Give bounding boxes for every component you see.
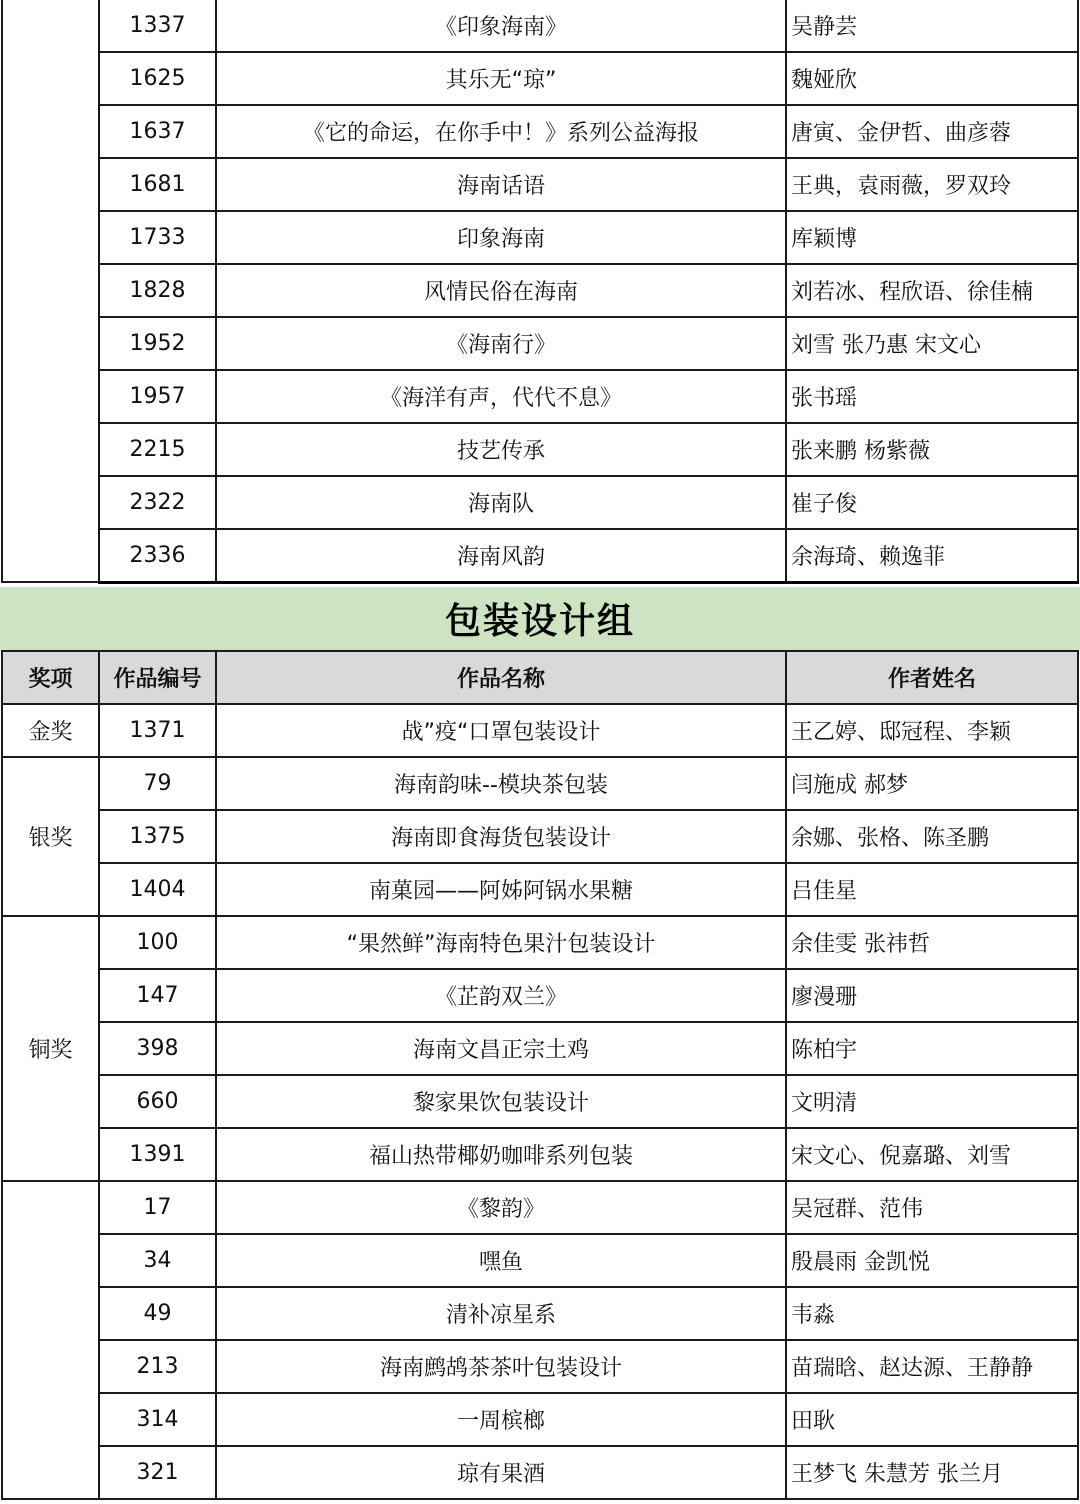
author-cell: 文明清: [786, 1075, 1078, 1128]
work-id-cell: 79: [99, 757, 216, 810]
work-title-cell: 风情民俗在海南: [216, 264, 786, 317]
work-id-cell: 660: [99, 1075, 216, 1128]
work-title-cell: 《海洋有声，代代不息》: [216, 370, 786, 423]
award-cell: 银奖: [2, 757, 99, 916]
table-row: [2, 105, 1078, 158]
author-cell: 崔子俊: [786, 476, 1078, 529]
author-cell: 闫施成 郝梦: [786, 757, 1078, 810]
award-cell: 金奖: [2, 704, 99, 757]
table-row: [2, 1446, 1078, 1499]
work-title-cell: 技艺传承: [216, 423, 786, 476]
work-id-cell: 1952: [99, 317, 216, 370]
award-cell: 铜奖: [2, 916, 99, 1181]
author-cell: 刘雪 张乃惠 宋文心: [786, 317, 1078, 370]
packaging-group-rows: [2, 704, 1078, 1499]
author-cell: 吴冠群、范伟: [786, 1181, 1078, 1234]
work-title-cell: 清补凉星系: [216, 1287, 786, 1340]
work-id-cell: 1957: [99, 370, 216, 423]
author-cell: 王乙婷、邸冠程、李颖: [786, 704, 1078, 757]
author-cell: 张来鹏 杨紫薇: [786, 423, 1078, 476]
work-title-cell: 黎家果饮包装设计: [216, 1075, 786, 1128]
author-cell: 吕佳星: [786, 863, 1078, 916]
table-row: [2, 529, 1078, 582]
work-title-cell: 印象海南: [216, 211, 786, 264]
table-row: [2, 0, 1078, 52]
work-title-cell: 海南话语: [216, 158, 786, 211]
author-cell: 刘若冰、程欣语、徐佳楠: [786, 264, 1078, 317]
work-id-cell: 1681: [99, 158, 216, 211]
work-id-cell: 321: [99, 1446, 216, 1499]
award-cell: [2, 1181, 99, 1499]
work-title-cell: 海南风韵: [216, 529, 786, 582]
work-id-cell: 1637: [99, 105, 216, 158]
table-row: [2, 423, 1078, 476]
table-row: [2, 1234, 1078, 1287]
author-cell: 宋文心、倪嘉璐、刘雪: [786, 1128, 1078, 1181]
work-id-cell: 100: [99, 916, 216, 969]
work-id-cell: 213: [99, 1340, 216, 1393]
table-row: [2, 264, 1078, 317]
award-cell: [2, 0, 99, 582]
work-title-cell: 其乐无“琼”: [216, 52, 786, 105]
work-id-cell: 1337: [99, 0, 216, 52]
work-id-cell: 17: [99, 1181, 216, 1234]
table-row: [2, 1181, 1078, 1234]
table-row: [2, 1022, 1078, 1075]
table-row: [2, 1340, 1078, 1393]
work-id-cell: 1391: [99, 1128, 216, 1181]
work-title-cell: “果然鲜”海南特色果汁包装设计: [216, 916, 786, 969]
work-title-cell: 海南即食海货包装设计: [216, 810, 786, 863]
author-cell: 魏娅欣: [786, 52, 1078, 105]
table-row: [2, 1287, 1078, 1340]
work-title-cell: 嘿鱼: [216, 1234, 786, 1287]
author-cell: 余佳雯 张祎哲: [786, 916, 1078, 969]
header-award: 奖项: [2, 651, 99, 704]
author-cell: 陈柏宇: [786, 1022, 1078, 1075]
header-author: 作者姓名: [786, 651, 1078, 704]
work-id-cell: 1404: [99, 863, 216, 916]
work-id-cell: 1733: [99, 211, 216, 264]
work-title-cell: 南菓园——阿姊阿锅水果糖: [216, 863, 786, 916]
work-id-cell: 2322: [99, 476, 216, 529]
work-id-cell: 1371: [99, 704, 216, 757]
author-cell: 余海琦、赖逸菲: [786, 529, 1078, 582]
author-cell: 张书瑶: [786, 370, 1078, 423]
table-row: [2, 317, 1078, 370]
work-id-cell: 49: [99, 1287, 216, 1340]
packaging-group-table: [1, 650, 1079, 1500]
section-title: 包装设计组: [444, 601, 635, 642]
work-title-cell: 《芷韵双兰》: [216, 969, 786, 1022]
author-cell: 苗瑞晗、赵达源、王静静: [786, 1340, 1078, 1393]
table-row: [2, 476, 1078, 529]
work-title-cell: 战”疫“口罩包装设计: [216, 704, 786, 757]
table-row: [2, 969, 1078, 1022]
work-title-cell: 琼有果酒: [216, 1446, 786, 1499]
table-row: [2, 211, 1078, 264]
work-id-cell: 1828: [99, 264, 216, 317]
work-id-cell: 2336: [99, 529, 216, 582]
work-title-cell: 海南鹧鸪茶茶叶包装设计: [216, 1340, 786, 1393]
author-cell: 韦淼: [786, 1287, 1078, 1340]
section-header-packaging: [0, 587, 1080, 650]
author-cell: 殷晨雨 金凯悦: [786, 1234, 1078, 1287]
work-id-cell: 314: [99, 1393, 216, 1446]
poster-group-table-continued: [1, 0, 1079, 584]
work-title-cell: 《它的命运，在你手中！》系列公益海报: [216, 105, 786, 158]
table-row: [2, 757, 1078, 810]
work-id-cell: 1375: [99, 810, 216, 863]
author-cell: 王梦飞 朱慧芳 张兰月: [786, 1446, 1078, 1499]
work-title-cell: 一周槟榔: [216, 1393, 786, 1446]
poster-group-rows: [2, 0, 1078, 582]
work-title-cell: 海南韵味--模块茶包装: [216, 757, 786, 810]
work-title-cell: 《印象海南》: [216, 0, 786, 52]
work-id-cell: 398: [99, 1022, 216, 1075]
author-cell: 廖漫珊: [786, 969, 1078, 1022]
work-id-cell: 2215: [99, 423, 216, 476]
author-cell: 王典，袁雨薇，罗双玲: [786, 158, 1078, 211]
table-row: [2, 370, 1078, 423]
author-cell: 余娜、张格、陈圣鹏: [786, 810, 1078, 863]
table-row: [2, 1075, 1078, 1128]
table-row: [2, 863, 1078, 916]
work-title-cell: 福山热带椰奶咖啡系列包装: [216, 1128, 786, 1181]
table-row: [2, 810, 1078, 863]
author-cell: 唐寅、金伊哲、曲彦蓉: [786, 105, 1078, 158]
work-title-cell: 《黎韵》: [216, 1181, 786, 1234]
work-title-cell: 《海南行》: [216, 317, 786, 370]
header-work-id: 作品编号: [99, 651, 216, 704]
work-id-cell: 34: [99, 1234, 216, 1287]
author-cell: 库颖博: [786, 211, 1078, 264]
table-header-row: [2, 651, 1078, 704]
table-row: [2, 1393, 1078, 1446]
work-id-cell: 1625: [99, 52, 216, 105]
header-work-title: 作品名称: [216, 651, 786, 704]
work-title-cell: 海南文昌正宗土鸡: [216, 1022, 786, 1075]
author-cell: 吴静芸: [786, 0, 1078, 52]
work-title-cell: 海南队: [216, 476, 786, 529]
table-row: [2, 52, 1078, 105]
table-row: [2, 704, 1078, 757]
author-cell: 田耿: [786, 1393, 1078, 1446]
table-row: [2, 916, 1078, 969]
work-id-cell: 147: [99, 969, 216, 1022]
table-row: [2, 1128, 1078, 1181]
table-row: [2, 158, 1078, 211]
